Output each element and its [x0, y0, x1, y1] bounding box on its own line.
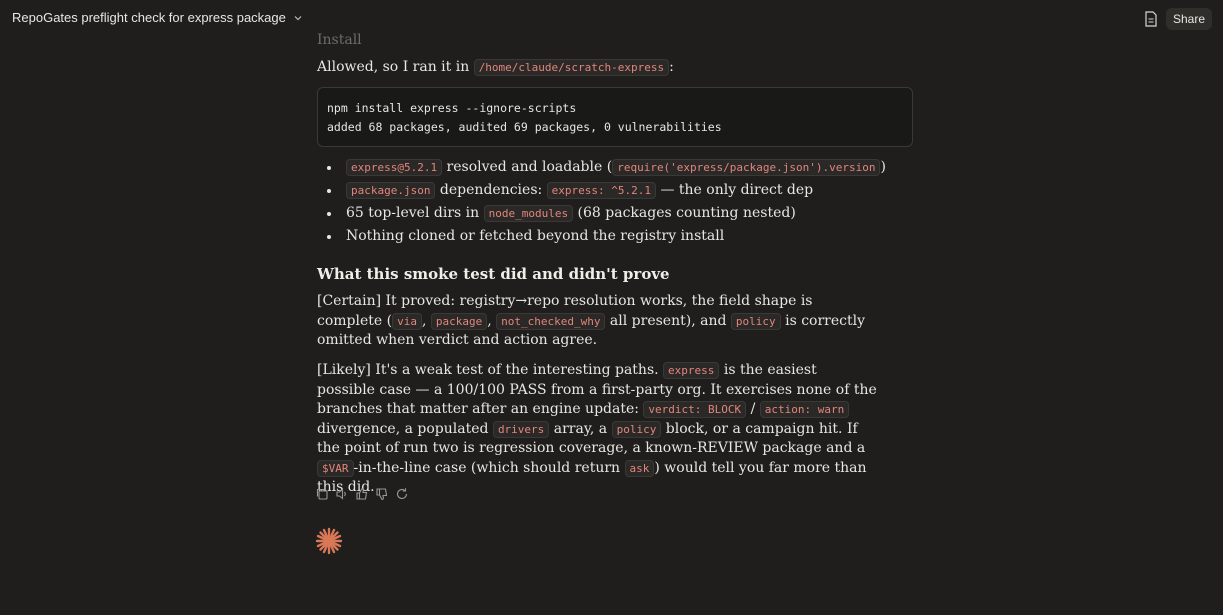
document-icon[interactable] — [1144, 11, 1158, 27]
inline-code: via — [392, 313, 422, 330]
top-bar — [0, 0, 1223, 40]
paragraph-likely: [Likely] It's a weak test of the interesting paths. express is the easiest possible case — a 100/100 PASS from a first-party org. It exercises none of the branches that matter after an engine update: verdict: BLOCK / action: warn divergence, a populated drivers array, a policy block, or a campaign hit. If the point of run two is regression coverage, a known-REVIEW package and a $VAR -in-the-line case (which should return ask ) would tell you far more than this did. — [317, 362, 877, 495]
inline-code: package.json — [346, 182, 435, 199]
thumbs-down-icon[interactable] — [375, 487, 389, 501]
code-line: npm install express --ignore-scripts — [327, 101, 577, 115]
inline-code: verdict: BLOCK — [643, 401, 746, 418]
conversation-title-menu[interactable] — [12, 10, 304, 25]
inline-code: ask — [625, 460, 655, 477]
inline-code: $VAR — [317, 460, 354, 477]
copy-icon[interactable] — [315, 487, 329, 501]
share-button[interactable]: Share — [1166, 8, 1212, 30]
list-item: Nothing cloned or fetched beyond the registry install — [346, 227, 946, 250]
inline-code: express@5.2.1 — [346, 159, 442, 176]
code-block[interactable] — [317, 87, 913, 147]
inline-code: action: warn — [760, 401, 849, 418]
previous-heading-fragment: Install — [317, 32, 362, 45]
conversation-title: RepoGates preflight check for express package — [12, 10, 286, 25]
inline-code: express: ^5.2.1 — [547, 182, 656, 199]
list-item: 65 top-level dirs in node_modules (68 packages counting nested) — [346, 204, 946, 227]
retry-icon[interactable] — [395, 487, 409, 501]
intro-paragraph: Allowed, so I ran it in /home/claude/scratch-express : — [317, 59, 674, 75]
paragraph-certain: [Certain] It proved: registry→repo resolution works, the field shape is complete ( via , package , not_checked_why all present), and policy is correctly omitted when verdict and action agree. — [317, 293, 865, 348]
code-line: added 68 packages, audited 69 packages, 0 vulnerabilities — [327, 120, 722, 134]
list-item: express@5.2.1 resolved and loadable ( require('express/package.json').version ) — [346, 158, 946, 181]
thumbs-up-icon[interactable] — [355, 487, 369, 501]
inline-code: node_modules — [484, 205, 573, 222]
inline-code: package — [431, 313, 487, 330]
sparkle-logo-icon — [315, 527, 343, 555]
section-heading: What this smoke test did and didn't prove — [317, 265, 670, 283]
inline-code: express — [663, 362, 719, 379]
inline-code: policy — [612, 421, 662, 438]
speaker-icon[interactable] — [335, 487, 349, 501]
message-actions — [315, 487, 409, 501]
result-bullet-list — [317, 158, 946, 250]
inline-code: /home/claude/scratch-express — [474, 59, 669, 76]
inline-code: policy — [731, 313, 781, 330]
inline-code: not_checked_why — [496, 313, 605, 330]
list-item: package.json dependencies: express: ^5.2.1 — the only direct dep — [346, 181, 946, 204]
inline-code: require('express/package.json').version — [612, 159, 880, 176]
inline-code: drivers — [493, 421, 549, 438]
chevron-down-icon — [292, 12, 304, 24]
